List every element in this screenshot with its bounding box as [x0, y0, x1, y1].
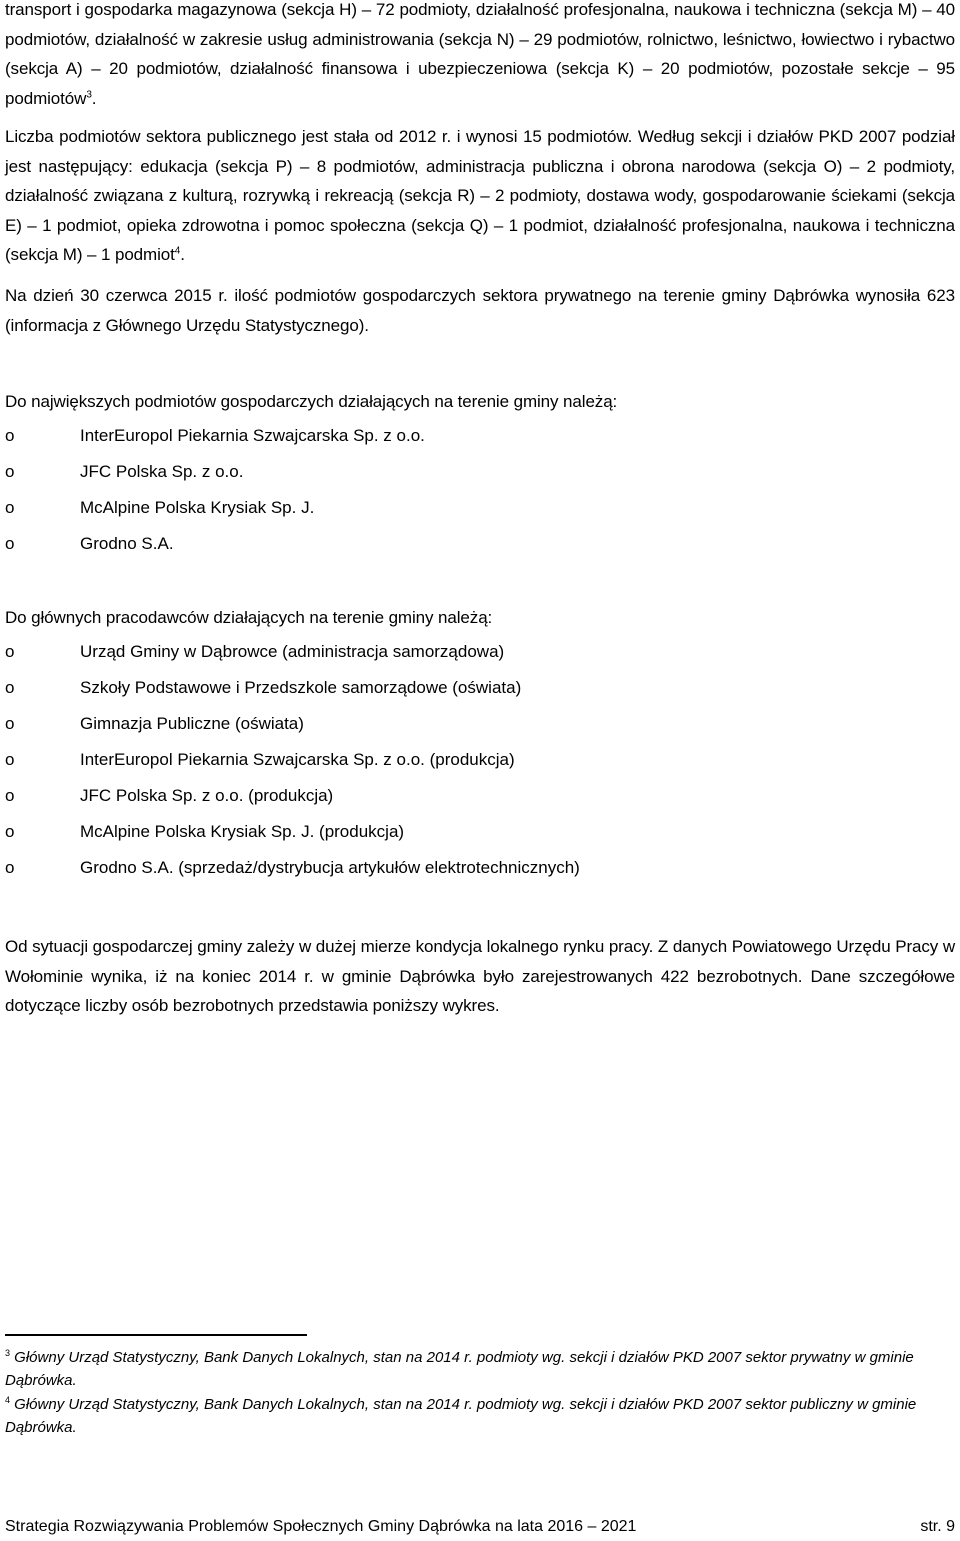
main-employers-list	[5, 634, 955, 886]
list-item-text: McAlpine Polska Krysiak Sp. J.	[80, 498, 315, 517]
list-item-text: Grodno S.A. (sprzedaż/dystrybucja artykułów elektrotechnicznych)	[80, 858, 580, 877]
paragraph-end: .	[180, 245, 185, 265]
paragraph-private-sector-sections	[5, 0, 955, 113]
footnote-ref-4[interactable]: 4	[174, 245, 181, 257]
footer-title: Strategia Rozwiązywania Problemów Społecznych Gminy Dąbrówka na lata 2016 – 2021	[5, 1518, 637, 1535]
list-item-text: Szkoły Podstawowe i Przedszkole samorządowe (oświata)	[80, 678, 522, 697]
bullet-icon: o	[5, 750, 15, 769]
bullet-icon: o	[5, 786, 15, 805]
paragraph-text: transport i gospodarka magazynowa (sekcja H) – 72 podmioty, działalność profesjonalna, naukowa i techniczna (sekcja M) – 40 podmiotów, działalność w zakresie usług administrowania (sekcja N) – 29 podmiotów, rolnictwo, leśnictwo, łowiectwo i rybactwo (sekcja A) – 20 podmiotów, działalność finansowa i ubezpieczeniowa (sekcja K) – 20 podmiotów, pozostałe sekcje – 95 podmiotów	[5, 0, 955, 108]
bullet-icon: o	[5, 534, 15, 553]
footnote-number: 4	[5, 1395, 11, 1405]
footnote-3	[5, 1346, 955, 1392]
list-item-text: InterEuropol Piekarnia Szwajcarska Sp. z o.o.	[80, 426, 425, 445]
list-item-text: Gimnazja Publiczne (oświata)	[80, 714, 304, 733]
footnote-4	[5, 1393, 955, 1439]
list-item	[5, 490, 955, 526]
list-item-text: InterEuropol Piekarnia Szwajcarska Sp. z o.o. (produkcja)	[80, 750, 515, 769]
bullet-icon: o	[5, 714, 15, 733]
paragraph-public-sector	[5, 122, 955, 270]
page-number: str. 9	[920, 1518, 955, 1535]
list-item	[5, 634, 955, 670]
bullet-icon: o	[5, 498, 15, 517]
list-item	[5, 706, 955, 742]
list-item-text: JFC Polska Sp. z o.o. (produkcja)	[80, 786, 334, 805]
largest-entities-list	[5, 418, 955, 562]
list-item-text: McAlpine Polska Krysiak Sp. J. (produkcja)	[80, 822, 405, 841]
bullet-icon: o	[5, 678, 15, 697]
list-item-text: Urząd Gminy w Dąbrowce (administracja samorządowa)	[80, 642, 505, 661]
bullet-icon: o	[5, 642, 15, 661]
list-item	[5, 850, 955, 886]
list-item	[5, 454, 955, 490]
paragraph-main-employers-intro: Do głównych pracodawców działających na terenie gminy należą:	[5, 608, 493, 627]
footnote-number: 3	[5, 1348, 11, 1358]
footnote-text: Główny Urząd Statystyczny, Bank Danych Lokalnych, stan na 2014 r. podmioty wg. sekcji i działów PKD 2007 sektor prywatny w gminie Dąbrówka.	[5, 1349, 914, 1389]
list-item-text: JFC Polska Sp. z o.o.	[80, 462, 244, 481]
bullet-icon: o	[5, 462, 15, 481]
list-item	[5, 670, 955, 706]
paragraph-largest-entities-intro: Do największych podmiotów gospodarczych działających na terenie gminy należą:	[5, 392, 618, 411]
paragraph-end: .	[91, 88, 97, 108]
list-item	[5, 778, 955, 814]
paragraph-text: Liczba podmiotów sektora publicznego jest stała od 2012 r. i wynosi 15 podmiotów. Według sekcji i działów PKD 2007 podział jest następujący: edukacja (sekcja P) – 8 podmiotów, administracja publiczna i obrona narodowa (sekcja O) – 2 podmioty, działalność związana z kulturą, rozrywką i rekreacją (sekcja R) – 2 podmioty, dostawa wody, gospodarowanie ściekami (sekcja E) – 1 podmiot, opieka zdrowotna i pomoc społeczna (sekcja Q) – 1 podmiot, działalność profesjonalna, naukowa i techniczna (sekcja M) – 1 podmiot	[5, 127, 955, 265]
list-item	[5, 814, 955, 850]
page-footer	[5, 1516, 955, 1538]
list-item	[5, 526, 955, 562]
document-page	[5, 0, 955, 1541]
list-item	[5, 742, 955, 778]
footnote-divider	[5, 1334, 307, 1336]
list-item-text: Grodno S.A.	[80, 534, 174, 553]
paragraph-unemployment: Od sytuacji gospodarczej gminy zależy w dużej mierze kondycja lokalnego rynku pracy. Z danych Powiatowego Urzędu Pracy w Wołominie wynika, iż na koniec 2014 r. w gminie Dąbrówka było zarejestrowanych 422 bezrobotnych. Dane szczegółowe dotyczące liczby osób bezrobotnych przedstawia poniższy wykres.	[5, 937, 955, 1016]
list-item	[5, 418, 955, 454]
footnote-ref-3[interactable]: 3	[86, 89, 92, 101]
paragraph-private-count-2015: Na dzień 30 czerwca 2015 r. ilość podmiotów gospodarczych sektora prywatnego na terenie gminy Dąbrówka wynosiła 623 (informacja z Głównego Urzędu Statystycznego).	[5, 286, 955, 335]
footnote-text: Główny Urząd Statystyczny, Bank Danych Lokalnych, stan na 2014 r. podmioty wg. sekcji i działów PKD 2007 sektor publiczny w gminie Dąbrówka.	[5, 1396, 917, 1436]
bullet-icon: o	[5, 426, 15, 445]
bullet-icon: o	[5, 858, 15, 877]
bullet-icon: o	[5, 822, 15, 841]
